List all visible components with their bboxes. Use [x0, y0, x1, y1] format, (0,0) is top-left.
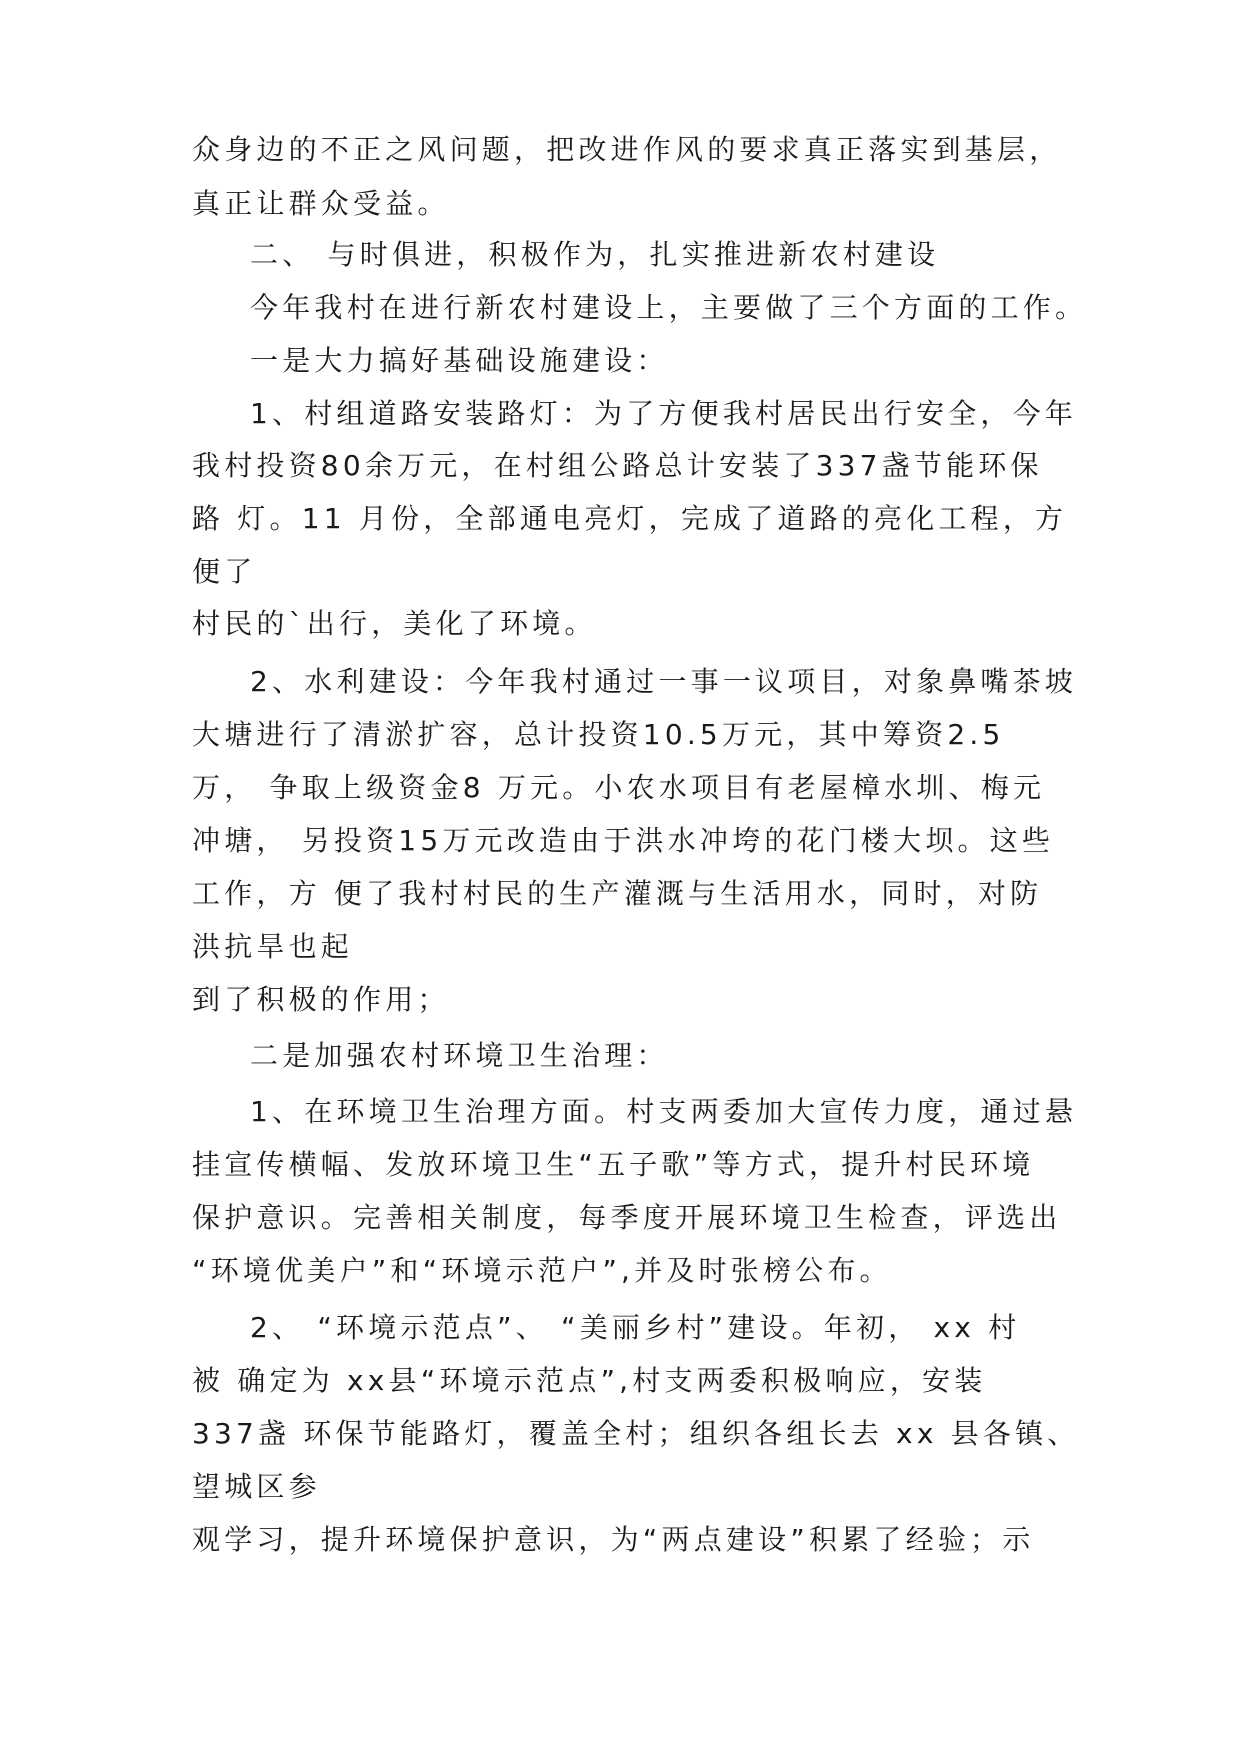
section-heading-2: 二、 与时俱进，积极作为，扎实推进新农村建设	[250, 238, 940, 271]
text-line-10: 村民的`出行，美化了环境。	[192, 607, 597, 640]
text-line-16: 洪抗旱也起	[192, 930, 354, 963]
text-line-7: 我村投资80余万元，在村组公路总计安装了337盏节能环保	[192, 449, 1043, 482]
text-line-26: 望城区参	[192, 1470, 321, 1503]
text-line-21: 保护意识。完善相关制度，每季度开展环境卫生检查，评选出	[192, 1201, 1062, 1234]
text-line-9: 便了	[192, 555, 257, 588]
text-line-12: 大塘进行了清淤扩容，总计投资10.5万元，其中筹资2.5	[192, 718, 1005, 751]
text-line-4: 今年我村在进行新农村建设上，主要做了三个方面的工作。	[250, 291, 1088, 324]
text-line-1: 众身边的不正之风问题，把改进作风的要求真正落实到基层，	[192, 133, 1062, 166]
text-line-17: 到了积极的作用；	[192, 983, 450, 1016]
text-line-14: 冲塘， 另投资15万元改造由于洪水冲垮的花门楼大坝。这些	[192, 824, 1055, 857]
text-line-2: 真正让群众受益。	[192, 187, 450, 220]
text-line-6: 1、村组道路安装路灯：为了方便我村居民出行安全，今年	[250, 397, 1078, 430]
text-line-20: 挂宣传横幅、发放环境卫生“五子歌”等方式，提升村民环境	[192, 1148, 1035, 1181]
text-line-27: 观学习，提升环境保护意识，为“两点建设”积累了经验；示	[192, 1523, 1035, 1556]
subheading-environment: 二是加强农村环境卫生治理：	[250, 1039, 669, 1072]
text-line-22: “环境优美户”和“环境示范户”,并及时张榜公布。	[192, 1254, 892, 1287]
text-line-24: 被 确定为 xx县“环境示范点”,村支两委积极响应，安装	[192, 1364, 987, 1397]
text-line-19: 1、在环境卫生治理方面。村支两委加大宣传力度，通过悬	[250, 1095, 1078, 1128]
text-line-8: 路 灯。11 月份，全部通电亮灯，完成了道路的亮化工程，方	[192, 502, 1068, 535]
text-line-25: 337盏 环保节能路灯，覆盖全村；组织各组长去 xx 县各镇、	[192, 1417, 1080, 1450]
text-line-13: 万， 争取上级资金8 万元。小农水项目有老屋樟水圳、梅元	[192, 771, 1046, 804]
subheading-infrastructure: 一是大力搞好基础设施建设：	[250, 344, 669, 377]
text-line-23: 2、 “环境示范点”、 “美丽乡村”建设。年初， xx 村	[250, 1311, 1021, 1344]
text-line-15: 工作，方 便了我村村民的生产灌溉与生活用水，同时，对防	[192, 877, 1043, 910]
text-line-11: 2、水利建设：今年我村通过一事一议项目，对象鼻嘴茶坡	[250, 665, 1078, 698]
